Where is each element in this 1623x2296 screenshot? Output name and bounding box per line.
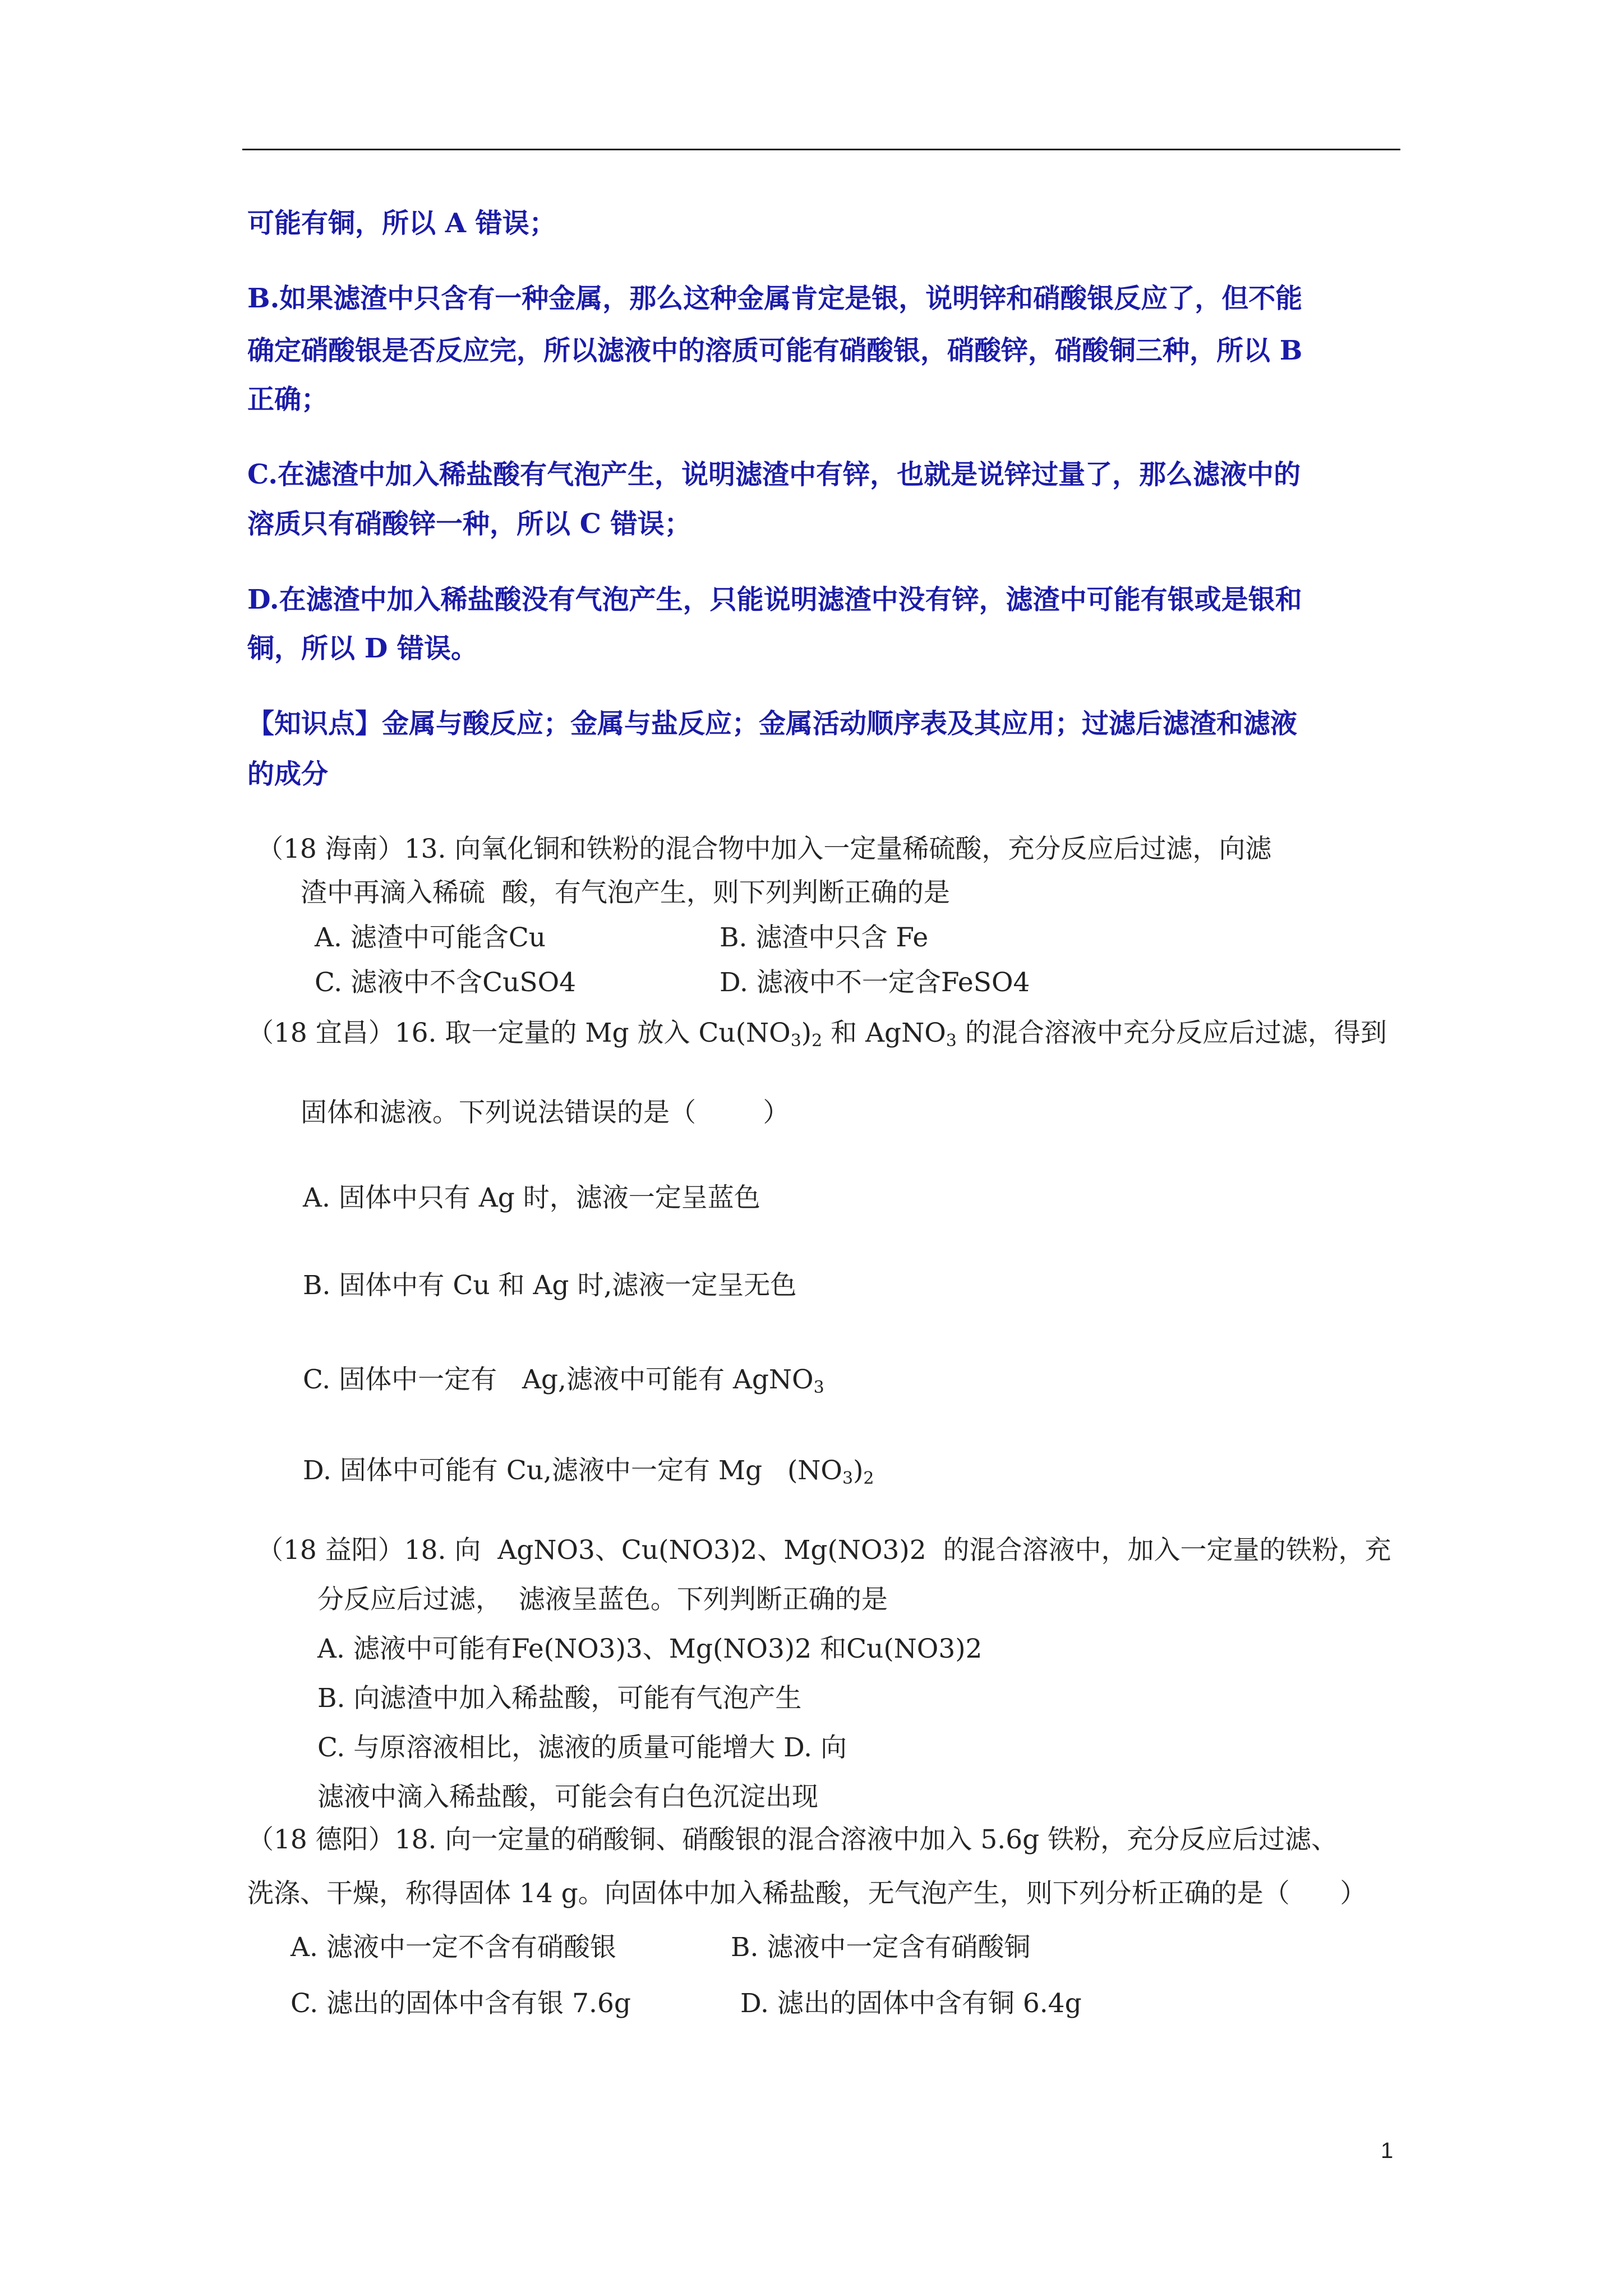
yiyang-stem-line1: （18 益阳）18. 向 AgNO3、Cu(NO3)2、Mg(NO3)2 的混合溶液中，加入一定量的铁粉，充 <box>257 1535 1391 1566</box>
analysis-d-line1: D.在滤渣中加入稀盐酸没有气泡产生，只能说明滤渣中没有锌，滤渣中可能有银或是银和 <box>247 584 1302 615</box>
yichang-stem-line2: 固体和滤液。下列说法错误的是（ ） <box>301 1097 790 1128</box>
analysis-b-line2: 确定硝酸银是否反应完，所以滤液中的溶质可能有硝酸银，硝酸锌，硝酸铜三种，所以 B <box>247 335 1303 366</box>
deyang-option-d: D. 滤出的固体中含有铜 6.4g <box>740 1988 1082 2019</box>
yiyang-stem-line2: 分反应后过滤， 滤液呈蓝色。下列判断正确的是 <box>317 1584 888 1615</box>
yichang-option-d: D. 固体中可能有 Cu,滤液中一定有 Mg $(NO_3)_2$ <box>303 1455 874 1488</box>
header-rule <box>242 149 1400 150</box>
yichang-option-a: A. 固体中只有 Ag 时，滤液一定呈蓝色 <box>303 1182 760 1213</box>
hainan-option-c: C. 滤液中不含CuSO4 <box>315 967 577 998</box>
yichang-option-c: C. 固体中一定有 Ag,滤液中可能有 AgNO$_3$ <box>303 1364 824 1397</box>
deyang-option-c: C. 滤出的固体中含有银 7.6g <box>291 1988 631 2019</box>
analysis-c-line1: C.在滤渣中加入稀盐酸有气泡产生，说明滤渣中有锌，也就是说锌过量了，那么滤液中的 <box>247 459 1301 490</box>
hainan-stem-line2: 渣中再滴入稀硫 酸，有气泡产生，则下列判断正确的是 <box>301 877 950 908</box>
deyang-option-b: B. 滤液中一定含有硝酸铜 <box>731 1932 1031 1963</box>
yichang-stem-line1: （18 宜昌）16. 取一定量的 Mg 放入 $Cu(NO_3)_2$ 和 AgNO$_3$ 的混合溶液中充分反应后过滤，得到 <box>247 1018 1387 1051</box>
hainan-option-d: D. 滤液中不一定含FeSO4 <box>720 967 1030 998</box>
deyang-stem-line2: 洗涤、干燥，称得固体 14 g。向固体中加入稀盐酸，无气泡产生，则下列分析正确的是（ ） <box>247 1878 1367 1909</box>
deyang-stem-line1: （18 德阳）18. 向一定量的硝酸铜、硝酸银的混合溶液中加入 5.6g 铁粉，充分反应后过滤、 <box>247 1824 1338 1855</box>
yiyang-option-b: B. 向滤渣中加入稀盐酸，可能有气泡产生 <box>317 1683 802 1714</box>
page-number: 1 <box>1381 2138 1394 2163</box>
knowledge-point-line2: 的成分 <box>247 758 329 790</box>
analysis-a-end: 可能有铜，所以 A 错误； <box>247 208 556 239</box>
analysis-d-line2: 铜，所以 D 错误。 <box>247 633 478 664</box>
deyang-option-a: A. 滤液中一定不含有硝酸银 <box>291 1932 616 1963</box>
analysis-c-line2: 溶质只有硝酸锌一种，所以 C 错误； <box>247 508 691 540</box>
hainan-stem-line1: （18 海南）13. 向氧化铜和铁粉的混合物中加入一定量稀硫酸，充分反应后过滤，向滤 <box>257 834 1272 864</box>
hainan-option-b: B. 滤渣中只含 Fe <box>720 922 929 953</box>
hainan-option-a: A. 滤渣中可能含Cu <box>315 922 546 953</box>
knowledge-point-line1: 【知识点】金属与酸反应；金属与盐反应；金属活动顺序表及其应用；过滤后滤渣和滤液 <box>247 708 1298 739</box>
analysis-b-line1: B.如果滤渣中只含有一种金属，那么这种金属肯定是银，说明锌和硝酸银反应了，但不能 <box>247 283 1303 314</box>
yiyang-option-d-cont: 滤液中滴入稀盐酸，可能会有白色沉淀出现 <box>317 1782 818 1812</box>
analysis-b-line3: 正确； <box>247 384 329 415</box>
yichang-option-b: B. 固体中有 Cu 和 Ag 时,滤液一定呈无色 <box>303 1270 797 1301</box>
yiyang-option-c: C. 与原溶液相比，滤液的质量可能增大 D. 向 <box>317 1732 847 1763</box>
yiyang-option-a: A. 滤液中可能有Fe(NO3)3、Mg(NO3)2 和Cu(NO3)2 <box>317 1634 983 1664</box>
